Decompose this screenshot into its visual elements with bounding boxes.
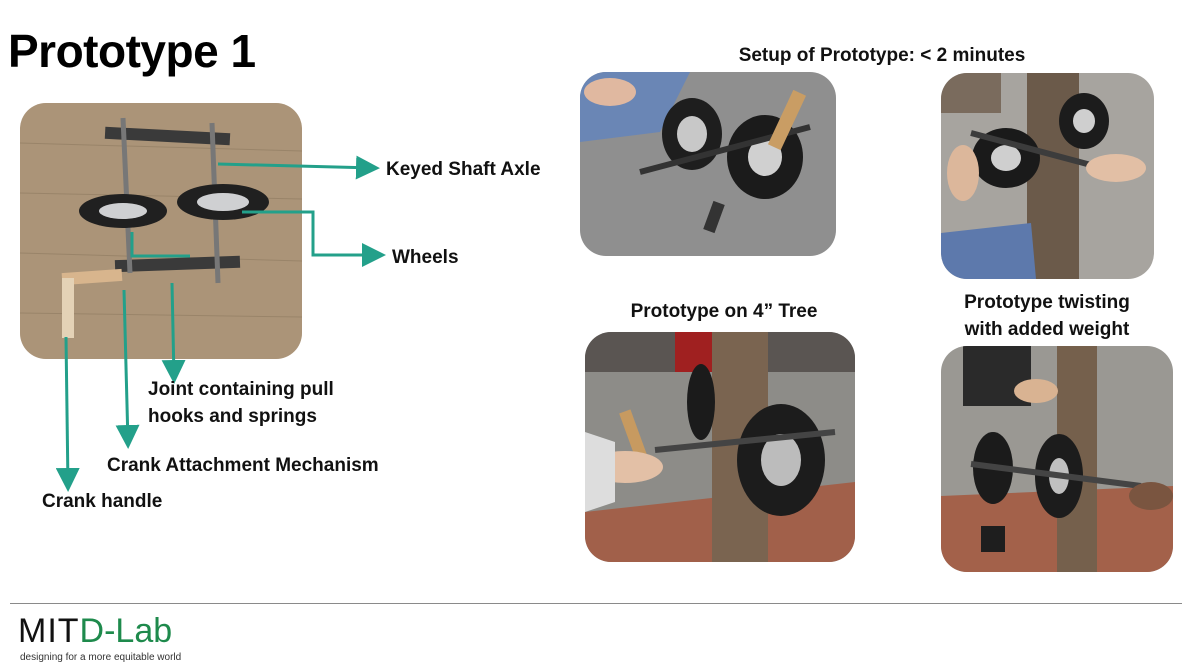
arrow-crank-handle bbox=[66, 337, 68, 486]
logo-tagline: designing for a more equitable world bbox=[20, 652, 182, 663]
label-keyed-shaft-axle: Keyed Shaft Axle bbox=[386, 159, 541, 180]
label-crank-handle: Crank handle bbox=[42, 491, 163, 512]
caption-twisting-line1: Prototype twisting bbox=[964, 292, 1130, 313]
label-joint-line2: hooks and springs bbox=[148, 406, 317, 427]
caption-twisting-line2: with added weight bbox=[964, 319, 1130, 340]
twisting-weight-photo bbox=[941, 346, 1173, 572]
setup-photo-ground bbox=[580, 72, 836, 256]
label-wheels: Wheels bbox=[392, 247, 459, 268]
logo-dlab: D-Lab bbox=[79, 612, 173, 650]
logo-mit: MIT bbox=[18, 612, 80, 650]
slide-title: Prototype 1 bbox=[8, 25, 256, 77]
label-crank-attachment: Crank Attachment Mechanism bbox=[107, 455, 379, 476]
setup-photo-tree bbox=[941, 73, 1154, 279]
caption-setup: Setup of Prototype: < 2 minutes bbox=[738, 45, 1026, 66]
label-joint-line1: Joint containing pull bbox=[148, 379, 334, 400]
tree-4in-photo bbox=[585, 332, 855, 562]
prototype-top-view-photo bbox=[20, 103, 302, 359]
mit-dlab-logo bbox=[18, 612, 182, 663]
caption-tree: Prototype on 4” Tree bbox=[630, 301, 818, 322]
footer-divider bbox=[10, 603, 1182, 604]
